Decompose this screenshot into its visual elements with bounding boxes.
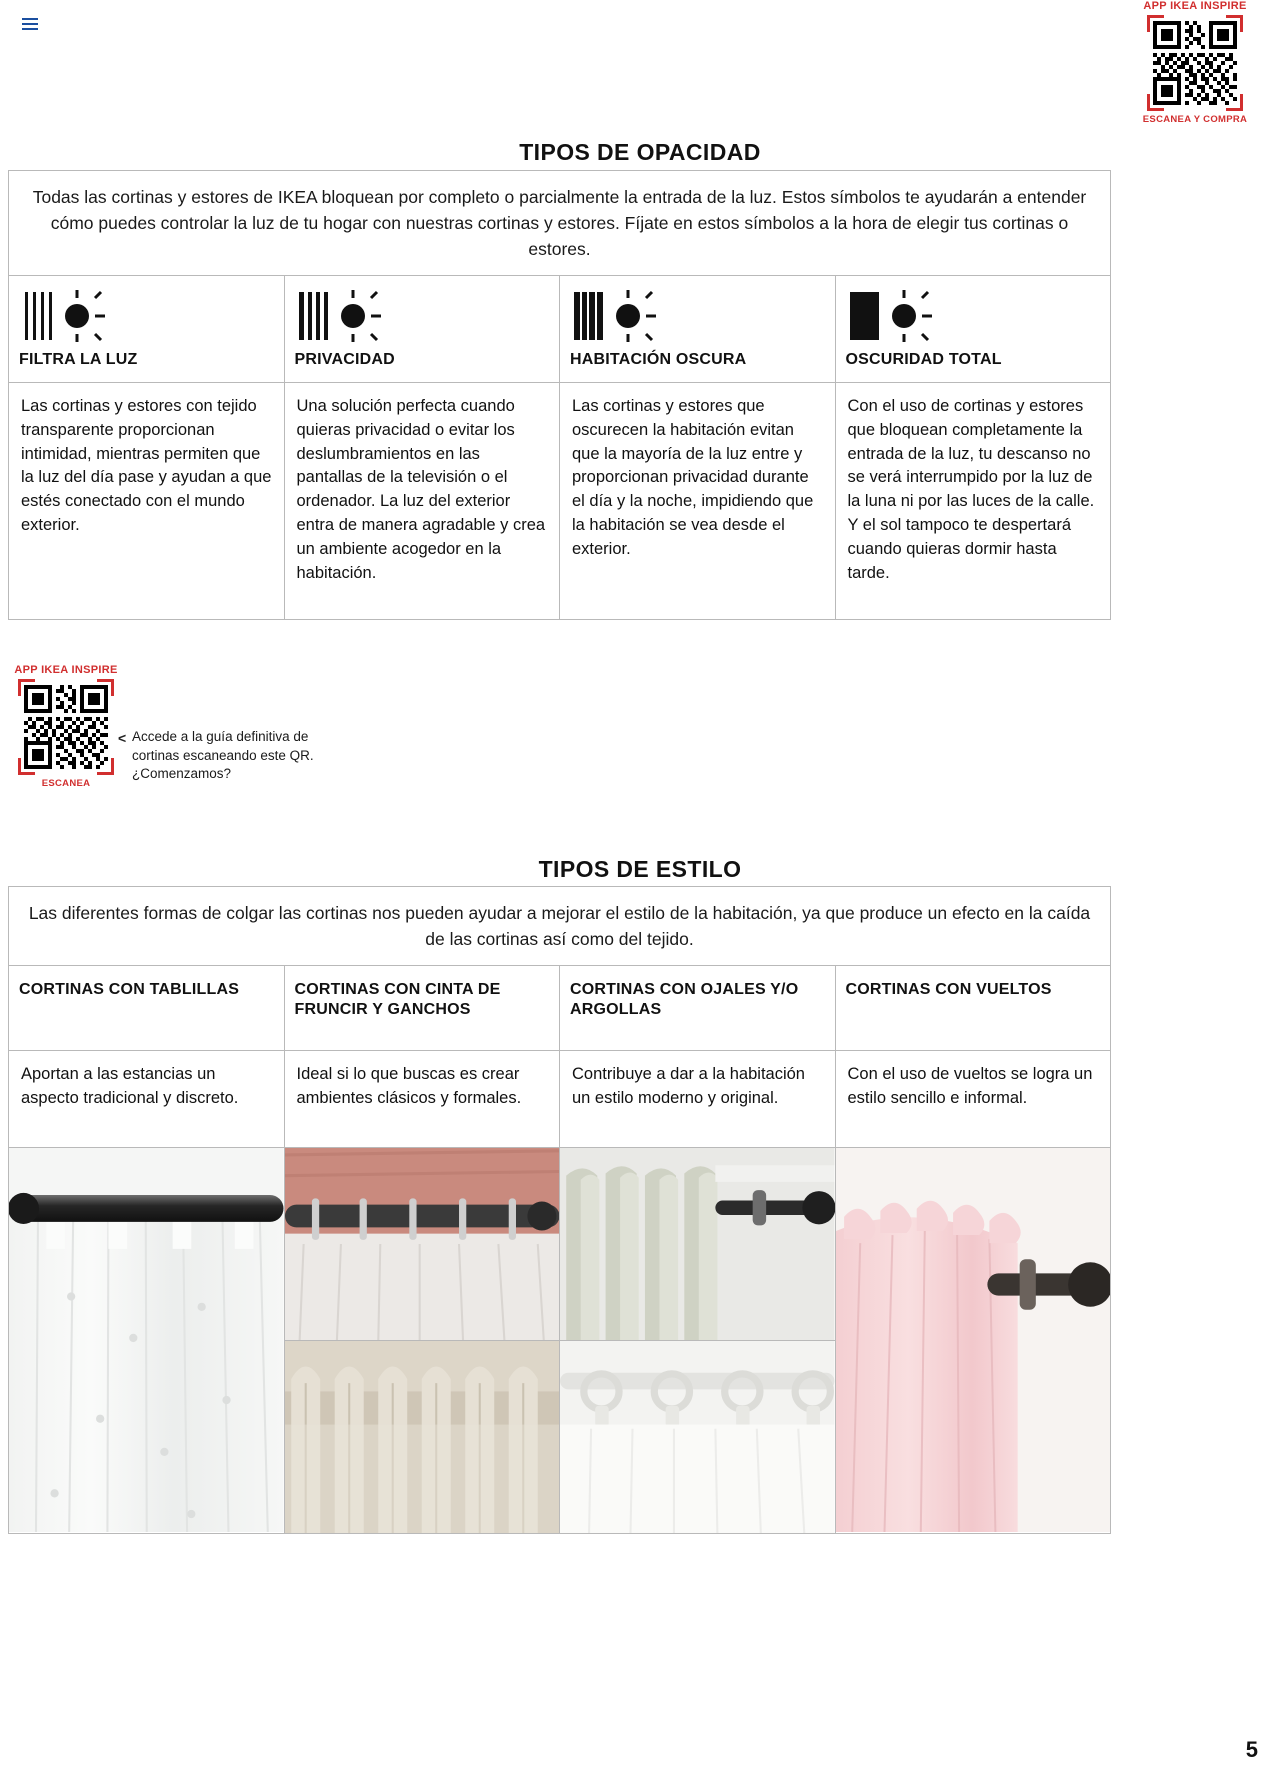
qr-code-image	[1153, 21, 1237, 105]
estilo-text-3: Con el uso de vueltos se logra un estilo sencillo e informal.	[847, 1064, 1093, 1107]
qr-app-ikea-inspire-top[interactable]	[1130, 0, 1260, 125]
opacidad-intro-text: Todas las cortinas y estores de IKEA bloquean por completo o parcialmente la entrada de la luz. Estos símbolos te ayudarán a entender cómo puedes controlar la luz de tu hogar con nuestras cortinas y estores. Fíjate en estos símbolos a la hora de elegir tus cortinas o estores.	[9, 171, 1110, 276]
page-number: 5	[1245, 1737, 1258, 1762]
blackout-icon	[836, 276, 1111, 346]
qr-note-arrow-icon: <	[118, 730, 127, 746]
estilo-column-ojales	[560, 966, 836, 1147]
qr-mid-caption: ESCANEA	[41, 778, 91, 789]
white-ring-clips-photo	[560, 1341, 835, 1533]
opacidad-column-oscuridad-total	[836, 276, 1111, 619]
estilo-photos-tablillas	[9, 1148, 285, 1533]
estilo-column-vueltos	[836, 966, 1111, 1147]
estilo-photos-ojales	[560, 1148, 836, 1533]
section-title-opacidad: TIPOS DE OPACIDAD	[519, 139, 761, 165]
opacidad-text-0: Las cortinas y estores con tejido transparente proporcionan intimidad, mientras permiten que la luz del día pase y ayudan a que estés conectado con el mundo exterior.	[21, 396, 272, 535]
qr-app-ikea-inspire-mid[interactable]	[10, 664, 122, 789]
room-darkening-icon	[560, 276, 835, 346]
green-eyelet-curtain-photo	[560, 1148, 835, 1341]
estilo-intro-text: Las diferentes formas de colgar las cortinas nos pueden ayudar a mejorar el estilo de la habitación, ya que produce un efecto en la caída de las cortinas así como del tejido.	[9, 887, 1110, 966]
estilo-photos-cinta-fruncir	[285, 1148, 561, 1533]
estilo-photos-vueltos	[836, 1148, 1111, 1533]
qr-code-image	[24, 685, 108, 769]
opacidad-column-filtra-la-luz	[9, 276, 285, 619]
opacidad-text-3: Con el uso de cortinas y estores que bloquean completamente la entrada de la luz, tu descanso no se verá interrumpido por la luz de la luna ni por las luces de la calle. Y el sol tampoco te despertará cuando quieras dormir hasta tarde.	[847, 396, 1095, 583]
table-tipos-de-estilo	[8, 886, 1111, 1534]
table-tipos-de-opacidad	[8, 170, 1111, 620]
opacidad-text-2: Las cortinas y estores que oscurecen la habitación evitan que la mayoría de la luz entre y proporcionan privacidad durante el día y la noche, impidiendo que la habitación se vea desde el exterior.	[572, 396, 814, 559]
qr-top-frame	[1147, 15, 1243, 111]
opacidad-text-1: Una solución perfecta cuando quieras privacidad o evitar los deslumbramientos en las pantallas de la televisión o el ordenador. La luz del exterior entra de manera agradable y crea un ambiente acogedor en la habitación.	[296, 396, 546, 583]
qr-note-text: Accede a la guía definitiva de cortinas escaneando este QR. ¿Comenzamos?	[132, 729, 314, 782]
qr-top-label: APP IKEA INSPIRE	[1143, 0, 1247, 12]
estilo-heading-row	[9, 966, 1110, 1147]
white-curtain-tabs-photo	[9, 1148, 284, 1532]
pink-pleat-tape-photo	[285, 1148, 560, 1341]
estilo-column-cinta-fruncir	[285, 966, 561, 1147]
estilo-text-2: Contribuye a dar a la habitación un estilo moderno y original.	[572, 1064, 805, 1107]
beige-pleat-tape-photo	[285, 1341, 560, 1533]
opacidad-heading-0: FILTRA LA LUZ	[9, 346, 284, 383]
hamburger-icon[interactable]	[22, 18, 38, 30]
estilo-text-0: Aportan a las estancias un aspecto tradicional y discreto.	[21, 1064, 239, 1107]
opacidad-heading-1: PRIVACIDAD	[285, 346, 560, 383]
estilo-photo-row	[9, 1147, 1110, 1533]
estilo-text-1: Ideal si lo que buscas es crear ambientes clásicos y formales.	[296, 1064, 522, 1107]
estilo-heading-2: CORTINAS CON OJALES Y/O ARGOLLAS	[560, 966, 835, 1051]
opacidad-columns	[9, 276, 1110, 619]
qr-top-caption: ESCANEA Y COMPRA	[1142, 114, 1248, 125]
opacidad-heading-3: OSCURIDAD TOTAL	[836, 346, 1111, 383]
opacidad-column-habitacion-oscura	[560, 276, 836, 619]
light-filter-icon	[9, 276, 284, 346]
opacidad-column-privacidad	[285, 276, 561, 619]
estilo-heading-3: CORTINAS CON VUELTOS	[836, 966, 1111, 1051]
estilo-heading-1: CORTINAS CON CINTA DE FRUNCIR Y GANCHOS	[285, 966, 560, 1051]
pink-cuffed-curtain-photo	[836, 1148, 1111, 1532]
section-title-estilo: TIPOS DE ESTILO	[538, 856, 742, 882]
estilo-column-tablillas	[9, 966, 285, 1147]
qr-mid-frame	[18, 679, 114, 775]
privacy-icon	[285, 276, 560, 346]
estilo-heading-0: CORTINAS CON TABLILLAS	[9, 966, 284, 1051]
qr-mid-label: APP IKEA INSPIRE	[14, 664, 118, 676]
opacidad-heading-2: HABITACIÓN OSCURA	[560, 346, 835, 383]
